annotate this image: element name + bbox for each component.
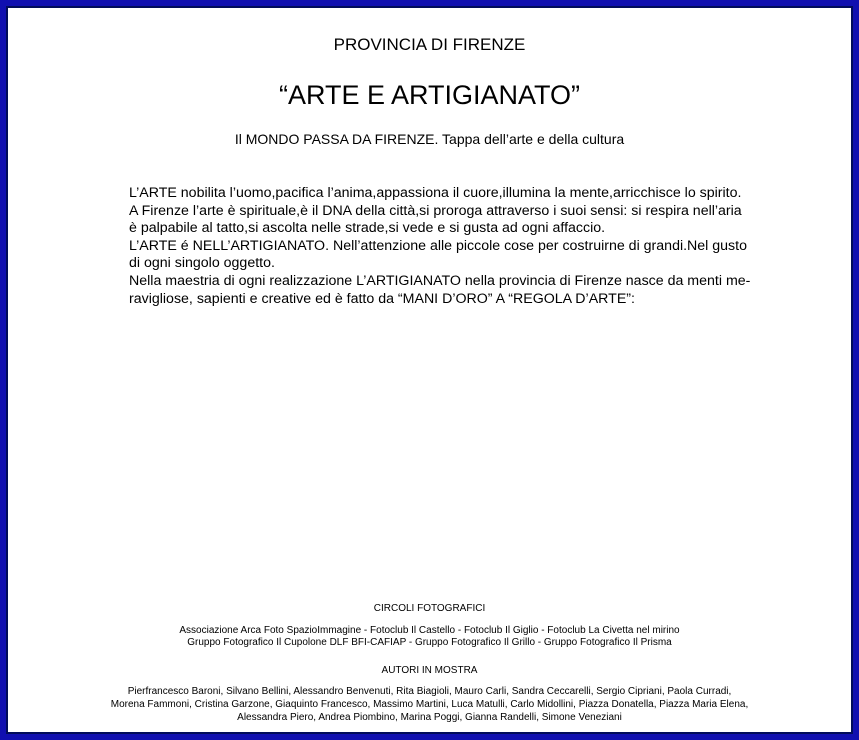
body-line: è palpabile al tatto,si ascolta nelle strade,si vede e si gusta ad ogni affaccio. xyxy=(129,220,606,237)
province-label: PROVINCIA DI FIRENZE xyxy=(333,35,526,54)
body-line: L’ARTE nobilita l’uomo,pacifica l’anima,appassiona il cuore,illumina la mente,arricchisce lo spirito. xyxy=(129,185,742,201)
document-page xyxy=(14,14,845,726)
autori-line: Alessandra Piero, Andrea Piombino, Marina Poggi, Gianna Randelli, Simone Veneziani xyxy=(237,712,622,723)
autori-heading: AUTORI IN MOSTRA xyxy=(381,665,478,676)
body-paragraph xyxy=(129,185,759,308)
body-line: Nella maestria di ogni realizzazione L’ARTIGIANATO nella provincia di Firenze nasce da menti me- xyxy=(129,272,751,289)
document-subtitle: Il MONDO PASSA DA FIRENZE. Tappa dell’arte e della cultura xyxy=(234,131,625,147)
document-title: “ARTE E ARTIGIANATO” xyxy=(278,80,581,110)
autori-line: Pierfrancesco Baroni, Silvano Bellini, Alessandro Benvenuti, Rita Biagioli, Mauro Carli, Sandra Ceccarelli, Sergio Cipriani, Paola Curradi, xyxy=(127,686,732,697)
body-line: L’ARTE é NELL’ARTIGIANATO. Nell’attenzione alle piccole cose per costruirne di grandi.Nel gusto xyxy=(129,237,747,254)
circoli-heading: CIRCOLI FOTOGRAFICI xyxy=(373,603,486,614)
body-line: di ogni singolo oggetto. xyxy=(129,255,275,272)
circoli-line: Associazione Arca Foto SpazioImmagine - Fotoclub Il Castello - Fotoclub Il Giglio - Fotoclub La Civetta nel mirino xyxy=(179,625,680,636)
body-line: A Firenze l’arte è spirituale,è il DNA della città,si proroga attraverso i suoi sensi: si respira nell’aria xyxy=(129,202,742,219)
circoli-line: Gruppo Fotografico Il Cupolone DLF BFI-CAFIAP - Gruppo Fotografico Il Grillo - Gruppo Fotografico Il Prisma xyxy=(187,637,672,648)
autori-line: Morena Fammoni, Cristina Garzone, Giaquinto Francesco, Massimo Martini, Luca Matulli, Carlo Midollini, Piazza Donatella, Piazza Maria Elena, xyxy=(110,699,749,710)
body-line: ravigliose, sapienti e creative ed è fatto da “MANI D’ORO” A “REGOLA D’ARTE”: xyxy=(129,290,635,307)
